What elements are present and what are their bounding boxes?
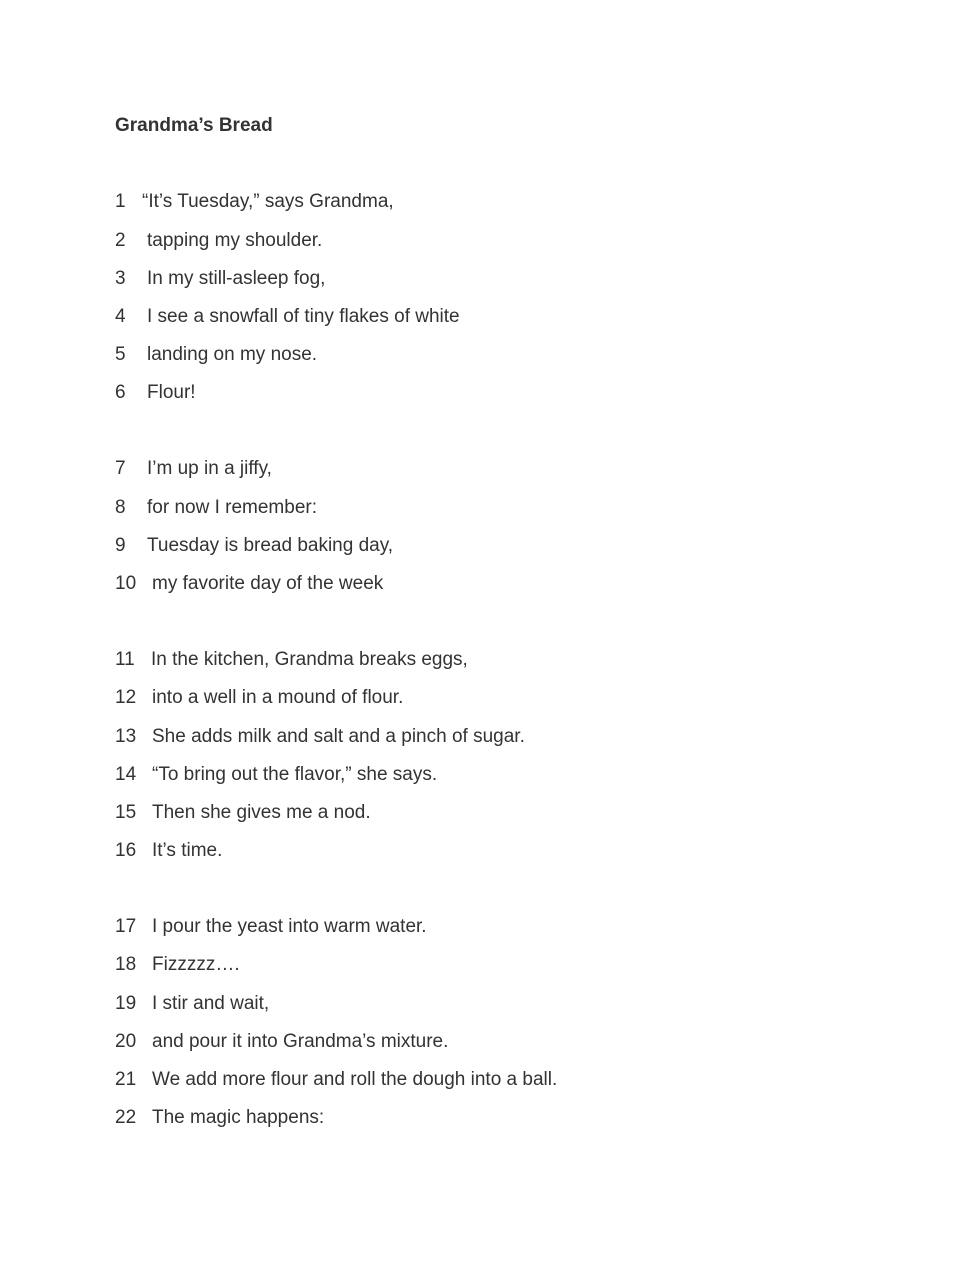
line-number: 5: [115, 344, 126, 365]
poem-line: [115, 764, 437, 786]
poem-line: [115, 573, 383, 595]
line-text: It’s time.: [152, 840, 223, 861]
poem-line: [115, 382, 196, 404]
line-number: 20: [115, 1031, 137, 1052]
line-number: 2: [115, 230, 126, 251]
line-number: 19: [115, 993, 137, 1014]
line-text: I pour the yeast into warm water.: [152, 916, 427, 937]
poem-line: [115, 1107, 324, 1129]
poem-line: [115, 344, 317, 366]
line-number: 17: [115, 916, 137, 937]
poem-title: Grandma’s Bread: [115, 115, 273, 136]
line-text: Flour!: [147, 382, 196, 403]
line-number: 11: [115, 649, 135, 670]
line-text: my favorite day of the week: [152, 573, 384, 594]
poem-line: [115, 993, 269, 1015]
poem-line: [115, 1069, 557, 1091]
line-text: I stir and wait,: [152, 993, 270, 1014]
poem-line: [115, 802, 371, 824]
line-number: 15: [115, 802, 137, 823]
line-text: tapping my shoulder.: [147, 230, 323, 251]
line-text: for now I remember:: [147, 497, 317, 518]
line-number: 7: [115, 458, 126, 479]
line-text: “To bring out the flavor,” she says.: [152, 764, 438, 785]
poem-line: [115, 954, 240, 976]
line-number: 16: [115, 840, 137, 861]
line-text: She adds milk and salt and a pinch of sugar.: [152, 726, 525, 747]
line-number: 14: [115, 764, 137, 785]
line-text: In my still-asleep fog,: [147, 268, 326, 289]
poem-line: [115, 268, 325, 290]
line-number: 1: [115, 191, 126, 212]
line-text: “It’s Tuesday,” says Grandma,: [142, 191, 394, 212]
line-number: 9: [115, 535, 126, 556]
poem-line: [115, 230, 322, 252]
line-number: 3: [115, 268, 126, 289]
line-text: landing on my nose.: [147, 344, 318, 365]
line-number: 4: [115, 306, 126, 327]
line-text: Tuesday is bread baking day,: [147, 535, 394, 556]
line-text: I see a snowfall of tiny flakes of white: [147, 306, 460, 327]
line-number: 8: [115, 497, 126, 518]
poem-line: [115, 1031, 448, 1053]
poem-line: [115, 916, 427, 938]
poem-line: [115, 687, 403, 709]
line-number: 13: [115, 726, 137, 747]
line-number: 10: [115, 573, 137, 594]
poem-line: [115, 649, 468, 671]
poem-line: [115, 726, 525, 748]
poem-line: [115, 497, 317, 519]
poem-line: [115, 840, 222, 862]
poem-line: [115, 191, 394, 213]
line-text: I’m up in a jiffy,: [147, 458, 272, 479]
line-text: The magic happens:: [152, 1107, 325, 1128]
poem-line: [115, 535, 393, 557]
poem-line: [115, 306, 460, 328]
line-text: Fizzzzz….: [152, 954, 240, 975]
line-number: 6: [115, 382, 126, 403]
line-number: 12: [115, 687, 137, 708]
line-text: In the kitchen, Grandma breaks eggs,: [151, 649, 468, 670]
line-number: 21: [115, 1069, 137, 1090]
line-text: into a well in a mound of flour.: [152, 687, 404, 708]
line-number: 18: [115, 954, 137, 975]
poem-line: [115, 458, 272, 480]
line-number: 22: [115, 1107, 137, 1128]
line-text: We add more flour and roll the dough into a ball.: [152, 1069, 558, 1090]
line-text: Then she gives me a nod.: [152, 802, 371, 823]
line-text: and pour it into Grandma’s mixture.: [152, 1031, 449, 1052]
